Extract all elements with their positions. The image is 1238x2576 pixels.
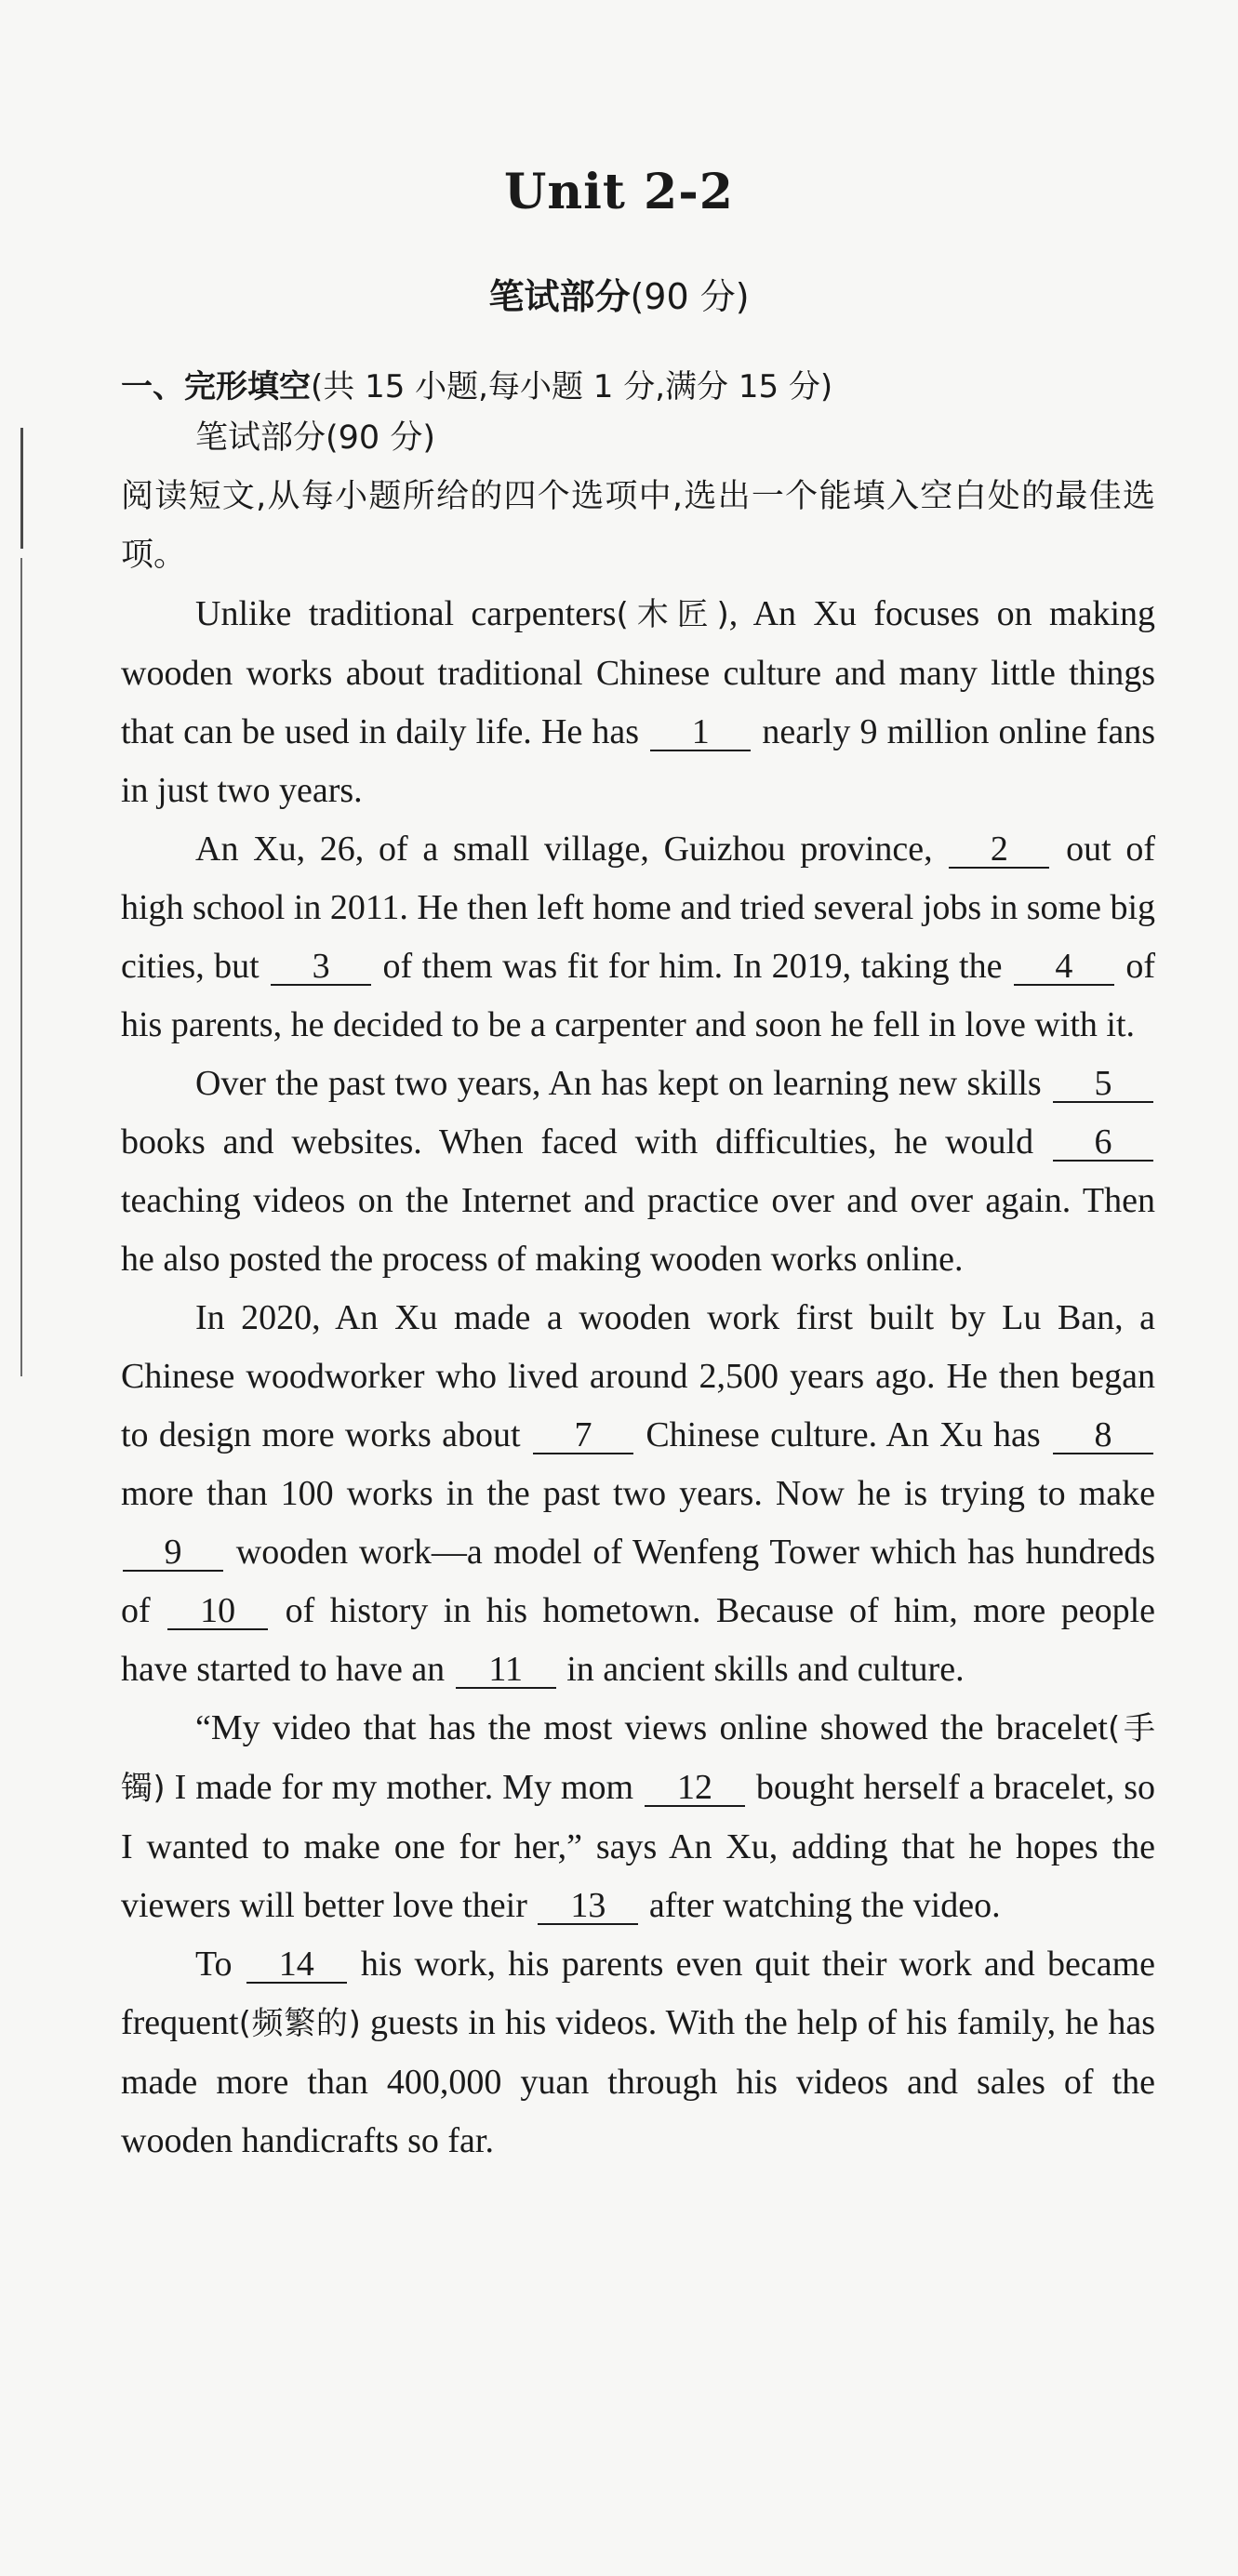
part-one-number: 一、 — [121, 368, 184, 405]
p4-text-f: in ancient skills and culture. — [557, 1650, 965, 1689]
p6-gloss: (频繁的) — [238, 2005, 361, 2042]
unit-title: Unit 2-2 — [504, 164, 734, 220]
section-title-text: 笔试部分 — [488, 276, 631, 317]
p3-text-a: Over the past two years, An has kept on learning new skills — [195, 1064, 1051, 1103]
p4-text-b: Chinese culture. An Xu has — [634, 1415, 1052, 1454]
paragraph-6 — [121, 1935, 1155, 2171]
paragraph-1 — [121, 585, 1155, 820]
p6-text-a: To — [195, 1945, 245, 1984]
blank-5[interactable]: 5 — [1053, 1066, 1153, 1103]
paragraph-5 — [121, 1699, 1155, 1935]
blank-11[interactable]: 11 — [456, 1652, 556, 1689]
binding-mark-mid — [20, 558, 22, 1376]
p6-text-b: his work, his parents even quit their work and became frequent — [121, 1945, 1156, 2042]
blank-4[interactable]: 4 — [1014, 949, 1114, 986]
paragraph-4 — [121, 1289, 1155, 1699]
binding-mark-top — [20, 428, 23, 549]
blank-7[interactable]: 7 — [533, 1417, 633, 1454]
subheading: 笔试部分(90 分) — [195, 419, 435, 457]
p3-text-c: teaching videos on the Internet and practice over and over again. Then he also posted the process of making wooden works online. — [121, 1181, 1155, 1279]
blank-10[interactable]: 10 — [167, 1593, 268, 1630]
p6-text-c: guests in his videos. With the help of his family, he has made more than 400,000 yuan through his videos and sales of the wooden handicrafts so far. — [121, 2003, 1155, 2160]
section-points: (90 分) — [630, 276, 750, 317]
p5-text-d: after watching the video. — [640, 1886, 1001, 1925]
p4-text-a: In 2020, An Xu made a wooden work first built by Lu Ban, a Chinese woodworker who lived around 2,500 years ago. He then began to design more works about — [121, 1298, 1155, 1454]
blank-8[interactable]: 8 — [1053, 1417, 1153, 1454]
blank-12[interactable]: 12 — [645, 1770, 745, 1807]
paragraph-2 — [121, 820, 1155, 1055]
paragraph-3 — [121, 1055, 1155, 1289]
section-title — [0, 268, 1238, 319]
instruction: 阅读短文,从每小题所给的四个选项中,选出一个能填入空白处的最佳选项。 — [121, 478, 1155, 574]
p1-text-b: , An Xu focuses on making wooden works about traditional Chinese culture and many little things that can be used in daily life. He has — [121, 594, 1156, 751]
blank-1[interactable]: 1 — [650, 714, 751, 751]
p2-text-b: out of high school in 2011. He then left home and tried several jobs in some big cities, but — [121, 830, 1155, 986]
blank-9[interactable]: 9 — [123, 1534, 223, 1572]
part-one-name: 完形填空 — [184, 368, 311, 405]
blank-3[interactable]: 3 — [271, 949, 371, 986]
part-one-heading — [121, 361, 832, 406]
p2-text-a: An Xu, 26, of a small village, Guizhou province, — [195, 830, 948, 869]
blank-14[interactable]: 14 — [246, 1946, 347, 1984]
p5-gloss: (手镯) — [121, 1710, 1156, 1807]
blank-13[interactable]: 13 — [538, 1888, 638, 1925]
p1-text-a: Unlike traditional carpenters — [195, 594, 617, 633]
p1-gloss: (木匠) — [616, 596, 729, 633]
p4-text-c: more than 100 works in the past two years. Now he is trying to make — [121, 1474, 1155, 1513]
blank-2[interactable]: 2 — [949, 831, 1049, 869]
p1-text-c: nearly 9 million online fans in just two years. — [121, 712, 1155, 810]
p5-text-c: bought herself a bracelet, so I wanted to make one for her,” says An Xu, adding that he hopes the viewers will better love their — [121, 1768, 1155, 1925]
p2-text-c: of them was fit for him. In 2019, taking the — [373, 947, 1012, 986]
p2-text-d: of his parents, he decided to be a carpenter and soon he fell in love with it. — [121, 947, 1155, 1044]
p3-text-b: books and websites. When faced with difficulties, he would — [121, 1122, 1051, 1162]
part-one-note: (共 15 小题,每小题 1 分,满分 15 分) — [311, 368, 833, 405]
blank-6[interactable]: 6 — [1053, 1124, 1153, 1162]
p4-text-e: of history in his hometown. Because of him, more people have started to have an — [121, 1591, 1156, 1689]
p4-text-d: wooden work—a model of Wenfeng Tower which has hundreds of — [121, 1533, 1155, 1630]
passage-body — [121, 409, 1155, 2171]
p5-text-a: “My video that has the most views online showed the bracelet — [195, 1708, 1108, 1747]
p5-text-b: I made for my mother. My mom — [165, 1768, 643, 1807]
